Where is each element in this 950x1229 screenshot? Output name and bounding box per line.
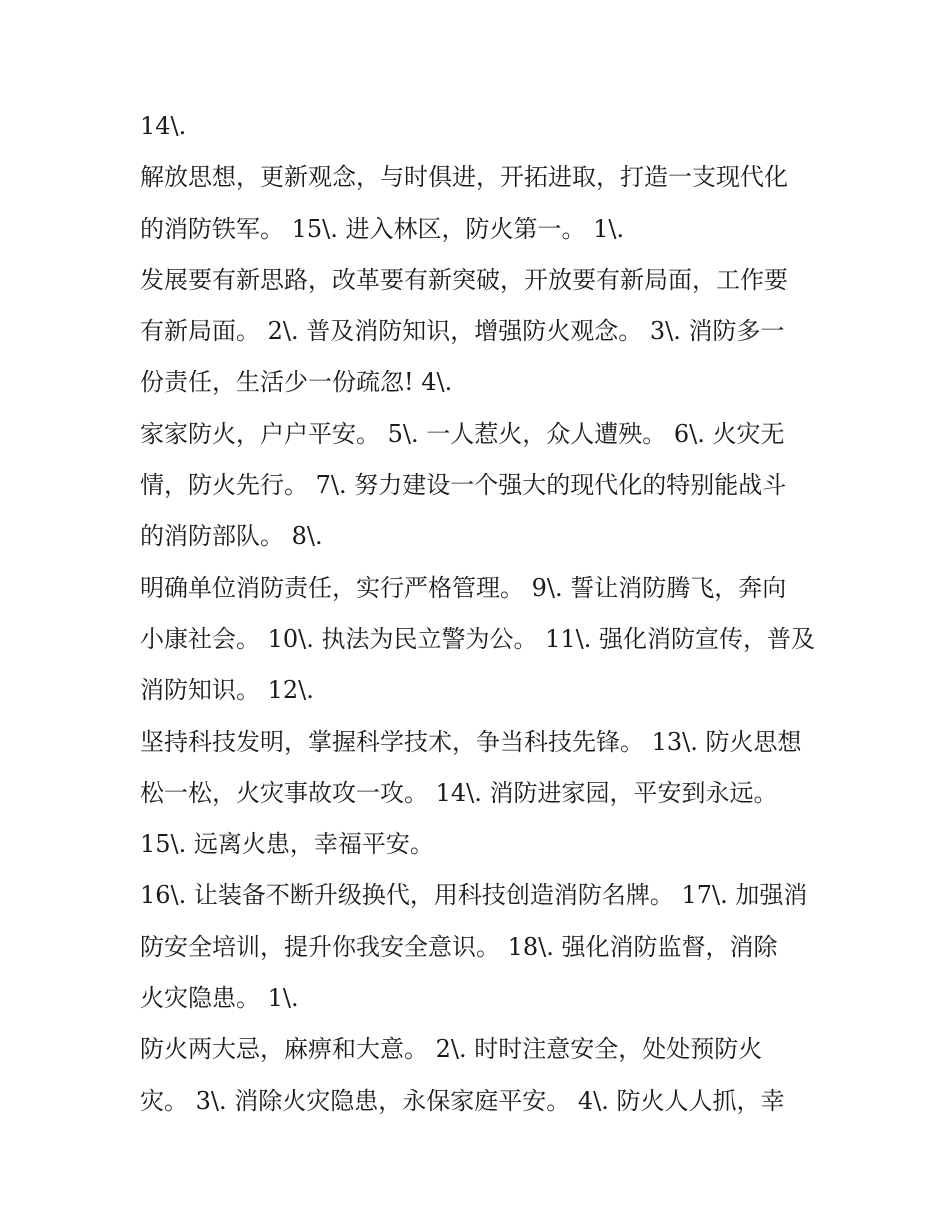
text-line: 有新局面。 2\. 普及消防知识，增强防火观念。 3\. 消防多一	[140, 317, 785, 346]
text-line: 14\.	[140, 112, 187, 140]
text-line: 防火两大忌，麻痹和大意。 2\. 时时注意安全，处处预防火	[140, 1035, 763, 1064]
text-line: 小康社会。 10\. 执法为民立警为公。 11\. 强化消防宣传，普及	[140, 624, 816, 653]
text-line: 家家防火，户户平安。 5\. 一人惹火，众人遭殃。 6\. 火灾无	[140, 419, 785, 448]
text-line: 防安全培训，提升你我安全意识。 18\. 强化消防监督，消除	[140, 932, 778, 961]
text-line: 解放思想，更新观念，与时俱进，开拓进取，打造一支现代化	[140, 163, 788, 192]
text-line: 16\. 让装备不断升级换代，用科技创造消防名牌。 17\. 加强消	[140, 881, 808, 910]
text-line: 份责任，生活少一份疏忽! 4\.	[140, 368, 453, 397]
text-line: 的消防部队。 8\.	[140, 522, 323, 551]
text-line: 的消防铁军。 15\. 进入林区，防火第一。 1\.	[140, 214, 625, 243]
text-line: 坚持科技发明，掌握科学技术，争当科技先锋。 13\. 防火思想	[140, 727, 802, 756]
text-line: 发展要有新思路，改革要有新突破，开放要有新局面，工作要	[140, 265, 788, 294]
text-line: 15\. 远离火患，幸福平安。	[140, 830, 434, 859]
text-line: 情，防火先行。 7\. 努力建设一个强大的现代化的特别能战斗	[140, 471, 787, 500]
text-line: 松一松，火灾事故攻一攻。 14\. 消防进家园，平安到永远。	[140, 778, 778, 807]
text-line: 火灾隐患。 1\.	[140, 984, 299, 1013]
text-line: 明确单位消防责任，实行严格管理。 9\. 誓让消防腾飞，奔向	[140, 573, 787, 602]
text-line: 消防知识。 12\.	[140, 676, 314, 705]
text-line: 灾。 3\. 消除火灾隐患，永保家庭平安。 4\. 防火人人抓，幸	[140, 1086, 785, 1115]
body-text	[140, 107, 820, 1133]
